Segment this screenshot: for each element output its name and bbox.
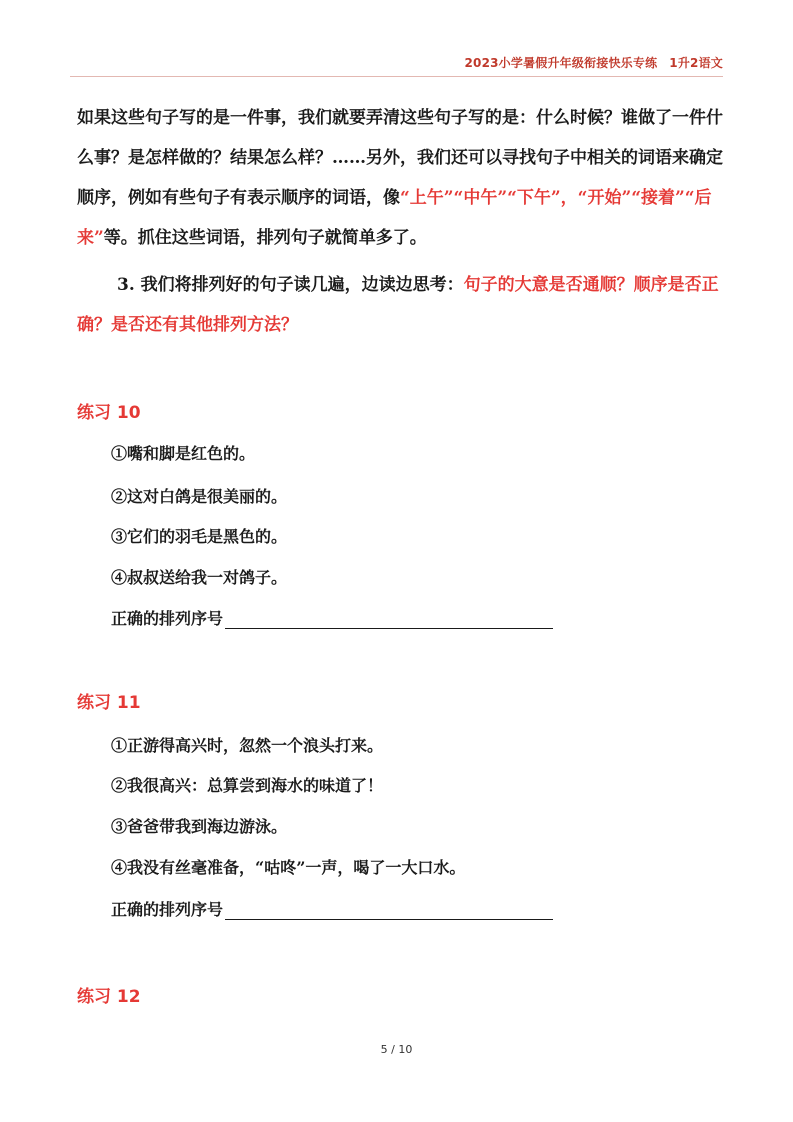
exercise-11-item: ②我很高兴：总算尝到海水的味道了！ xyxy=(111,776,384,795)
intro-p1-text-b: 等。抓住这些词语，排列句子就简单多了。 xyxy=(103,228,427,248)
exercise-10-answer xyxy=(111,606,553,629)
exercise-10-answer-label: 正确的排列序号 xyxy=(111,609,224,628)
exercise-11-item: ①正游得高兴时，忽然一个浪头打来。 xyxy=(111,736,384,755)
exercise-10-answer-blank[interactable] xyxy=(225,610,553,629)
exercise-11-answer xyxy=(111,897,553,920)
exercise-10-item: ①嘴和脚是红色的。 xyxy=(111,444,256,463)
intro-p1-highlight: “上午”“中午”“下午”，“开始”“接着”“后来” xyxy=(77,188,712,248)
exercise-10-item: ③它们的羽毛是黑色的。 xyxy=(111,527,288,546)
intro-paragraph-1 xyxy=(77,98,727,258)
exercise-12-title: 练习 12 xyxy=(77,987,141,1007)
exercise-10-item: ②这对白鸽是很美丽的。 xyxy=(111,487,288,506)
exercise-10-title: 练习 10 xyxy=(77,403,141,423)
intro-p2-text-a: 3. 我们将排列好的句子读几遍，边读边思考： xyxy=(117,275,464,295)
intro-p2-highlight: 句子的大意是否通顺？顺序是否正确？是否还有其他排列方法？ xyxy=(77,275,719,335)
page-header xyxy=(464,54,723,71)
exercise-11-title: 练习 11 xyxy=(77,693,141,713)
page-number: 5 / 10 xyxy=(380,1043,413,1056)
header-subtitle: 1升2语文 xyxy=(669,56,723,70)
exercise-11-answer-label: 正确的排列序号 xyxy=(111,900,224,919)
header-divider xyxy=(70,76,723,77)
exercise-10-item: ④叔叔送给我一对鸽子。 xyxy=(111,568,288,587)
header-title: 2023小学暑假升年级衔接快乐专练 xyxy=(464,56,658,70)
intro-p1-text-a: 如果这些句子写的是一件事，我们就要弄清这些句子写的是：什么时候？谁做了一件什么事？是怎样做的？结果怎么样？……另外，我们还可以寻找句子中相关的词语来确定顺序，例如有些句子有表示顺序的词语，像 xyxy=(77,108,723,208)
intro-paragraph-2 xyxy=(77,265,727,345)
exercise-11-item: ③爸爸带我到海边游泳。 xyxy=(111,817,288,836)
exercise-11-answer-blank[interactable] xyxy=(225,901,553,920)
exercise-11-item: ④我没有丝毫准备，“咕咚”一声，喝了一大口水。 xyxy=(111,858,466,877)
